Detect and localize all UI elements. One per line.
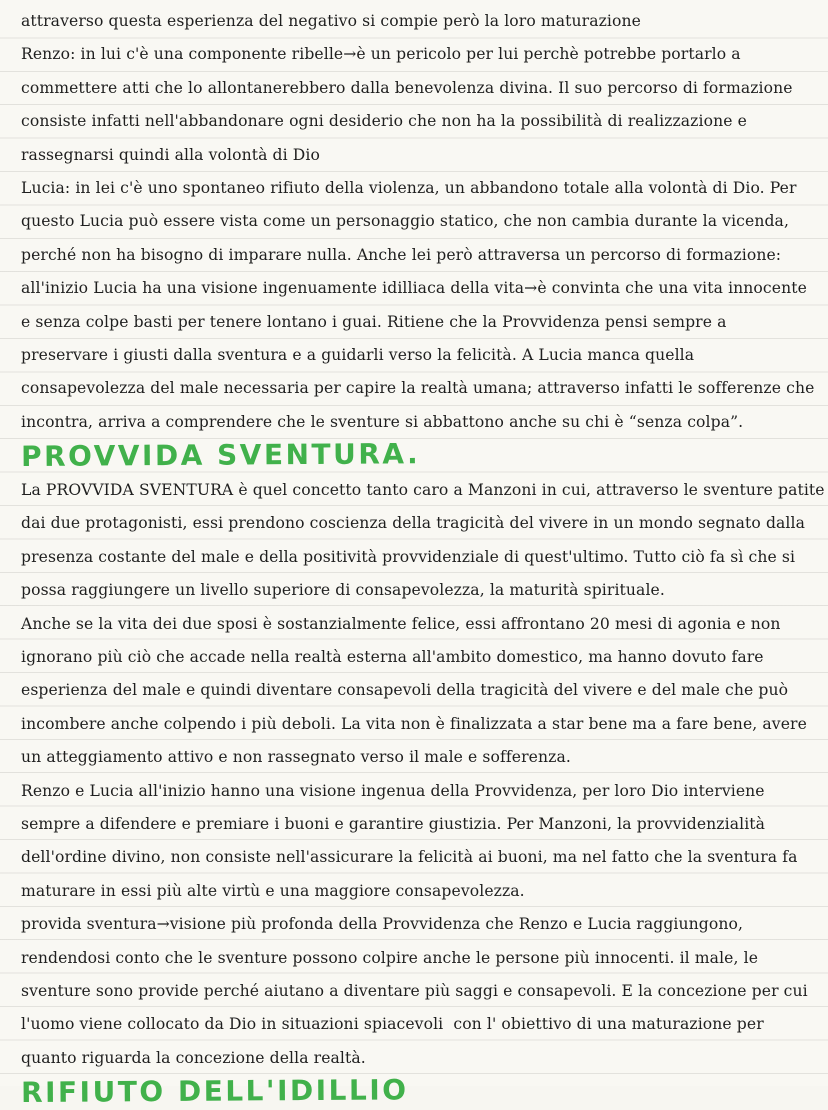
text-line: sventure sono provide perché aiutano a diventare più saggi e consapevoli. E la concezione per cui	[21, 981, 808, 1000]
text-line: un atteggiamento attivo e non rassegnato verso il male e sofferenza.	[21, 748, 571, 767]
text-line: incombere anche colpendo i più deboli. La vita non è finalizzata a star bene ma a fare bene, avere	[21, 714, 807, 733]
text-line: rassegnarsi quindi alla volontà di Dio	[21, 145, 320, 164]
paragraph-block-characters	[21, 5, 820, 439]
text-line: esperienza del male e quindi diventare consapevoli della tragicità del vivere e del male che può	[21, 681, 789, 700]
text-line: perché non ha bisogno di imparare nulla. Anche lei però attraversa un percorso di formazione:	[21, 245, 782, 264]
text-line: consiste infatti nell'abbandonare ogni desiderio che non ha la possibilità di realizzazione e	[21, 112, 747, 131]
text-line: e senza colpe basti per tenere lontano i guai. Ritiene che la Provvidenza pensi sempre a	[21, 312, 727, 331]
text-line: questo Lucia può essere vista come un personaggio statico, che non cambia durante la vicenda,	[21, 212, 789, 231]
text-line: provida sventura→visione più profonda della Provvidenza che Renzo e Lucia raggiungono,	[21, 915, 744, 934]
text-line: dai due protagonisti, essi prendono coscienza della tragicità del vivere in un mondo segnato dalla	[21, 514, 806, 533]
text-line: quanto riguarda la concezione della realtà.	[21, 1048, 366, 1067]
text-line: consapevolezza del male necessaria per capire la realtà umana; attraverso infatti le sofferenze che	[21, 379, 815, 398]
text-line: La PROVVIDA SVENTURA è quel concetto tanto caro a Manzoni in cui, attraverso le sventure patite	[21, 481, 825, 500]
text-line: rendendosi conto che le sventure possono colpire anche le persone più innocenti. il male, le	[21, 948, 759, 967]
text-line: incontra, arriva a comprendere che le sventure si abbattono anche su chi è “senza colpa”.	[21, 412, 744, 431]
text-line: presenza costante del male e della positività provvidenziale di quest'ultimo. Tutto ciò fa sì che si	[21, 547, 796, 566]
text-line: maturare in essi più alte virtù e una maggiore consapevolezza.	[21, 881, 525, 900]
text-line: possa raggiungere un livello superiore di consapevolezza, la maturità spirituale.	[21, 581, 665, 600]
text-line: Renzo e Lucia all'inizio hanno una visione ingenua della Provvidenza, per loro Dio interviene	[21, 781, 765, 800]
text-line: preservare i giusti dalla sventura e a guidarli verso la felicità. A Lucia manca quella	[21, 345, 695, 364]
text-line: all'inizio Lucia ha una visione ingenuamente idilliaca della vita→è convinta che una vita innocente	[21, 279, 807, 298]
text-line: ignorano più ciò che accade nella realtà esterna all'ambito domestico, ma hanno dovuto fare	[21, 648, 764, 667]
text-line: Renzo: in lui c'è una componente ribelle→è un pericolo per lui perchè potrebbe portarlo a	[21, 45, 741, 64]
text-line: Lucia: in lei c'è uno spontaneo rifiuto della violenza, un abbandono totale alla volontà di Dio. Per	[21, 178, 797, 197]
text-line: l'uomo viene collocato da Dio in situazioni spiacevoli con l' obiettivo di una maturazione per	[21, 1015, 764, 1034]
handwritten-heading-rifiuto-dell-idillio: RIFIUTO DELL'IDILLIO	[20, 1073, 409, 1110]
text-line: attraverso questa esperienza del negativo si compie però la loro maturazione	[21, 12, 641, 30]
text-line: sempre a difendere e premiare i buoni e garantire giustizia. Per Manzoni, la provvidenzialità	[21, 814, 766, 833]
text-line: dell'ordine divino, non consiste nell'assicurare la felicità ai buoni, ma nel fatto che la sventura fa	[21, 848, 798, 867]
paragraph-block-provvida-sventura	[21, 474, 825, 1075]
text-line: Anche se la vita dei due sposi è sostanzialmente felice, essi affrontano 20 mesi di agonia e non	[21, 614, 781, 633]
text-line: commettere atti che lo allontanerebbero dalla benevolenza divina. Il suo percorso di formazione	[21, 78, 793, 97]
handwritten-heading-provvida-sventura: PROVVIDA SVENTURA.	[20, 437, 421, 474]
